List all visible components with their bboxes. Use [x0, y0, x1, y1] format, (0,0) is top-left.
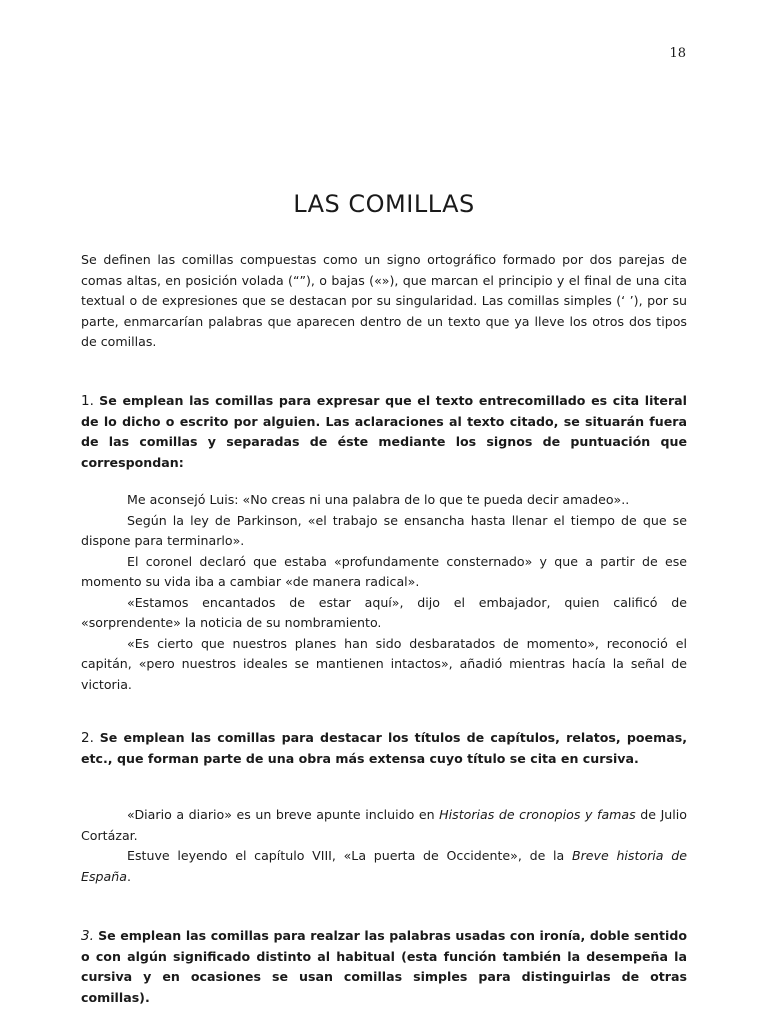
example-text: .: [126, 868, 131, 884]
example-paragraph: «Estamos encantados de estar aquí», dijo el embajador, quien calificó de «sorprendente» la noticia de su nombramiento.: [81, 594, 687, 630]
example-text: de Julio Cortázar.: [81, 807, 687, 843]
example-paragraph: Según la ley de Parkinson, «el trabajo se ensancha hasta llenar el tiempo de que se dispone para terminarlo».: [81, 512, 687, 548]
rule-2-number: 2.: [81, 730, 94, 746]
book-title: Breve historia de España: [81, 848, 687, 884]
rule-1-number: 1.: [81, 393, 94, 409]
rule-3-paragraph: [81, 926, 687, 1005]
example-text: Estuve leyendo el capítulo VIII, «La puerta de Occidente», de la: [127, 848, 572, 863]
example-paragraph: [81, 805, 687, 846]
book-title: Historias de cronopios y famas: [439, 807, 636, 822]
example-text: «Diario a diario» es un breve apunte incluido en: [127, 807, 440, 822]
example-paragraph: El coronel declaró que estaba «profundamente consternado» y que a partir de ese momento su vida iba a cambiar «de manera radical».: [81, 553, 687, 589]
example-paragraph: «Es cierto que nuestros planes han sido desbaratados de momento», reconoció el capitán, «pero nuestros ideales se mantienen intactos», añadió mientras hacía la señal de victoria.: [81, 635, 687, 692]
example-paragraph: [81, 846, 687, 887]
rule-3-number: 3.: [81, 928, 94, 944]
rule-2-text: Se emplean las comillas para destacar los títulos de capítulos, relatos, poemas, etc., que forman parte de una obra más extensa cuyo título se cita en cursiva.: [81, 730, 687, 766]
examples-2-block: [81, 805, 687, 887]
rule-2-paragraph: [81, 728, 687, 769]
page-title: LAS COMILLAS: [293, 190, 475, 218]
page-number: 18: [669, 46, 686, 61]
examples-1-block: [81, 490, 687, 695]
example-paragraph: Me aconsejó Luis: «No creas ni una palabra de lo que te pueda decir amadeo»..: [127, 492, 630, 507]
intro-paragraph: Se definen las comillas compuestas como un signo ortográfico formado por dos parejas de comas altas, en posición volada (“”), o bajas («»), que marcan el principio y el final de una cita textual o de expresiones que se destacan por su singularidad. Las comillas simples (‘ ’), por su parte, enmarcarían palabras que aparecen dentro de un texto que ya lleve los otros dos tipos de comillas.: [81, 252, 687, 349]
rule-1-text: Se emplean las comillas para expresar que el texto entrecomillado es cita literal de lo dicho o escrito por alguien. Las aclaraciones al texto citado, se situarán fuera de las comillas y separadas de éste mediante los signos de puntuación que correspondan:: [81, 393, 687, 470]
rule-1-paragraph: [81, 391, 687, 473]
rule-3-text: Se emplean las comillas para realzar las palabras usadas con ironía, doble sentido o con algún significado distinto al habitual (esta función también la desempeña la cursiva y en ocasiones se usan comillas simples para distinguirlas de otras comillas).: [81, 928, 687, 1005]
